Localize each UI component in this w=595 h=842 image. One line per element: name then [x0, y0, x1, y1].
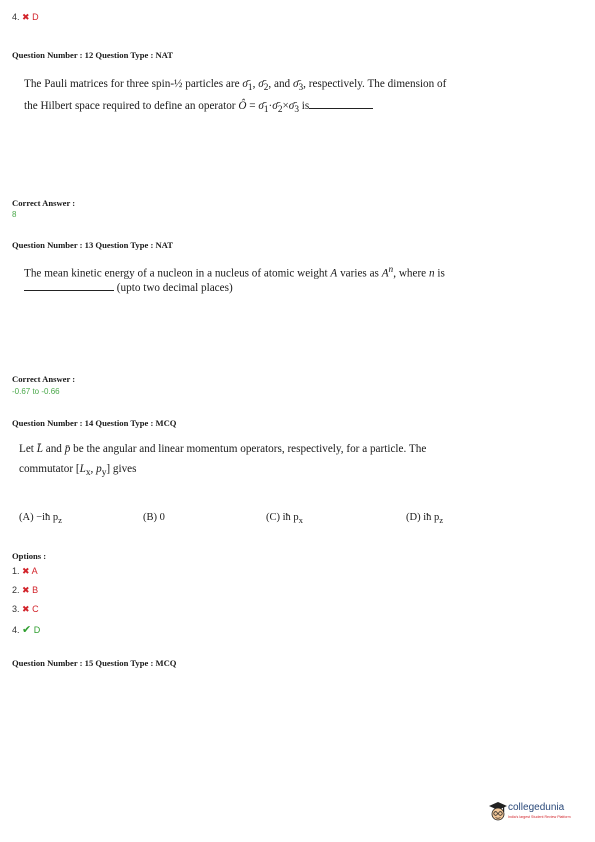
collegedunia-logo [488, 800, 588, 830]
q14-options-label: Options : [12, 551, 47, 561]
q14-header: Question Number : 14 Question Type : MCQ [12, 418, 177, 428]
answer-blank [309, 108, 373, 109]
q14-option-4: 4. ✔ D [12, 624, 41, 636]
q13-text-line2: (upto two decimal places) [24, 283, 233, 294]
check-icon: ✔ [22, 624, 32, 636]
q12-header: Question Number : 12 Question Type : NAT [12, 50, 173, 60]
answer-blank [24, 290, 114, 291]
cross-icon: ✖ [22, 566, 30, 576]
q13-header: Question Number : 13 Question Type : NAT [12, 240, 173, 250]
q15-header: Question Number : 15 Question Type : MCQ [12, 658, 177, 668]
logo-tagline: India's largest Student Review Platform [508, 815, 571, 819]
q14-option-1: 1. ✖ A [12, 566, 38, 576]
q14-text-line1: Let L̄ and p̄ be the angular and linear momentum operators, respectively, for a particle. The [19, 443, 427, 455]
q14-choice-b: (B) 0 [143, 512, 165, 523]
q12-correct-answer-value: 8 [12, 210, 17, 219]
q12-text-line2: the Hilbert space required to define an operator Ô = $\sigmā_1\cdot\sigmā_2\times\sigmā_3$ is [24, 101, 373, 116]
graduate-mascot-icon [488, 800, 508, 824]
q14-option-3: 3. ✖ C [12, 604, 39, 614]
cross-icon: ✖ [22, 12, 30, 22]
q14-choice-c: (C) iħ $p_x$ [266, 512, 304, 526]
q14-choice-d: (D) iħ $p_z$ [406, 512, 444, 526]
q14-option-2: 2. ✖ B [12, 585, 39, 595]
q14-choice-a: (A) −iħ $p_z$ [19, 512, 63, 526]
q13-text-line1: The mean kinetic energy of a nucleon in a nucleus of atomic weight A varies as $A^n$, where n is [24, 265, 445, 280]
logo-wordmark: collegedunia [508, 802, 565, 813]
q12-text-line1: The Pauli matrices for three spin-½ particles are $\sigmā_1$, $\sigmā_2$, and $\sigmā_3$, respectively. The dimension of [24, 78, 447, 94]
cross-icon: ✖ [22, 585, 30, 595]
option-number: 4. [12, 12, 20, 22]
q13-correct-answer-label: Correct Answer : [12, 374, 76, 384]
q14-text-line2: commutator [$L_x$, $p_y$] gives [19, 463, 137, 479]
option-letter: D [32, 12, 39, 22]
previous-option-4 [12, 12, 39, 23]
cross-icon: ✖ [22, 604, 30, 614]
q13-correct-answer-value: -0.67 to -0.66 [12, 387, 60, 396]
q12-correct-answer-label: Correct Answer : [12, 198, 76, 208]
